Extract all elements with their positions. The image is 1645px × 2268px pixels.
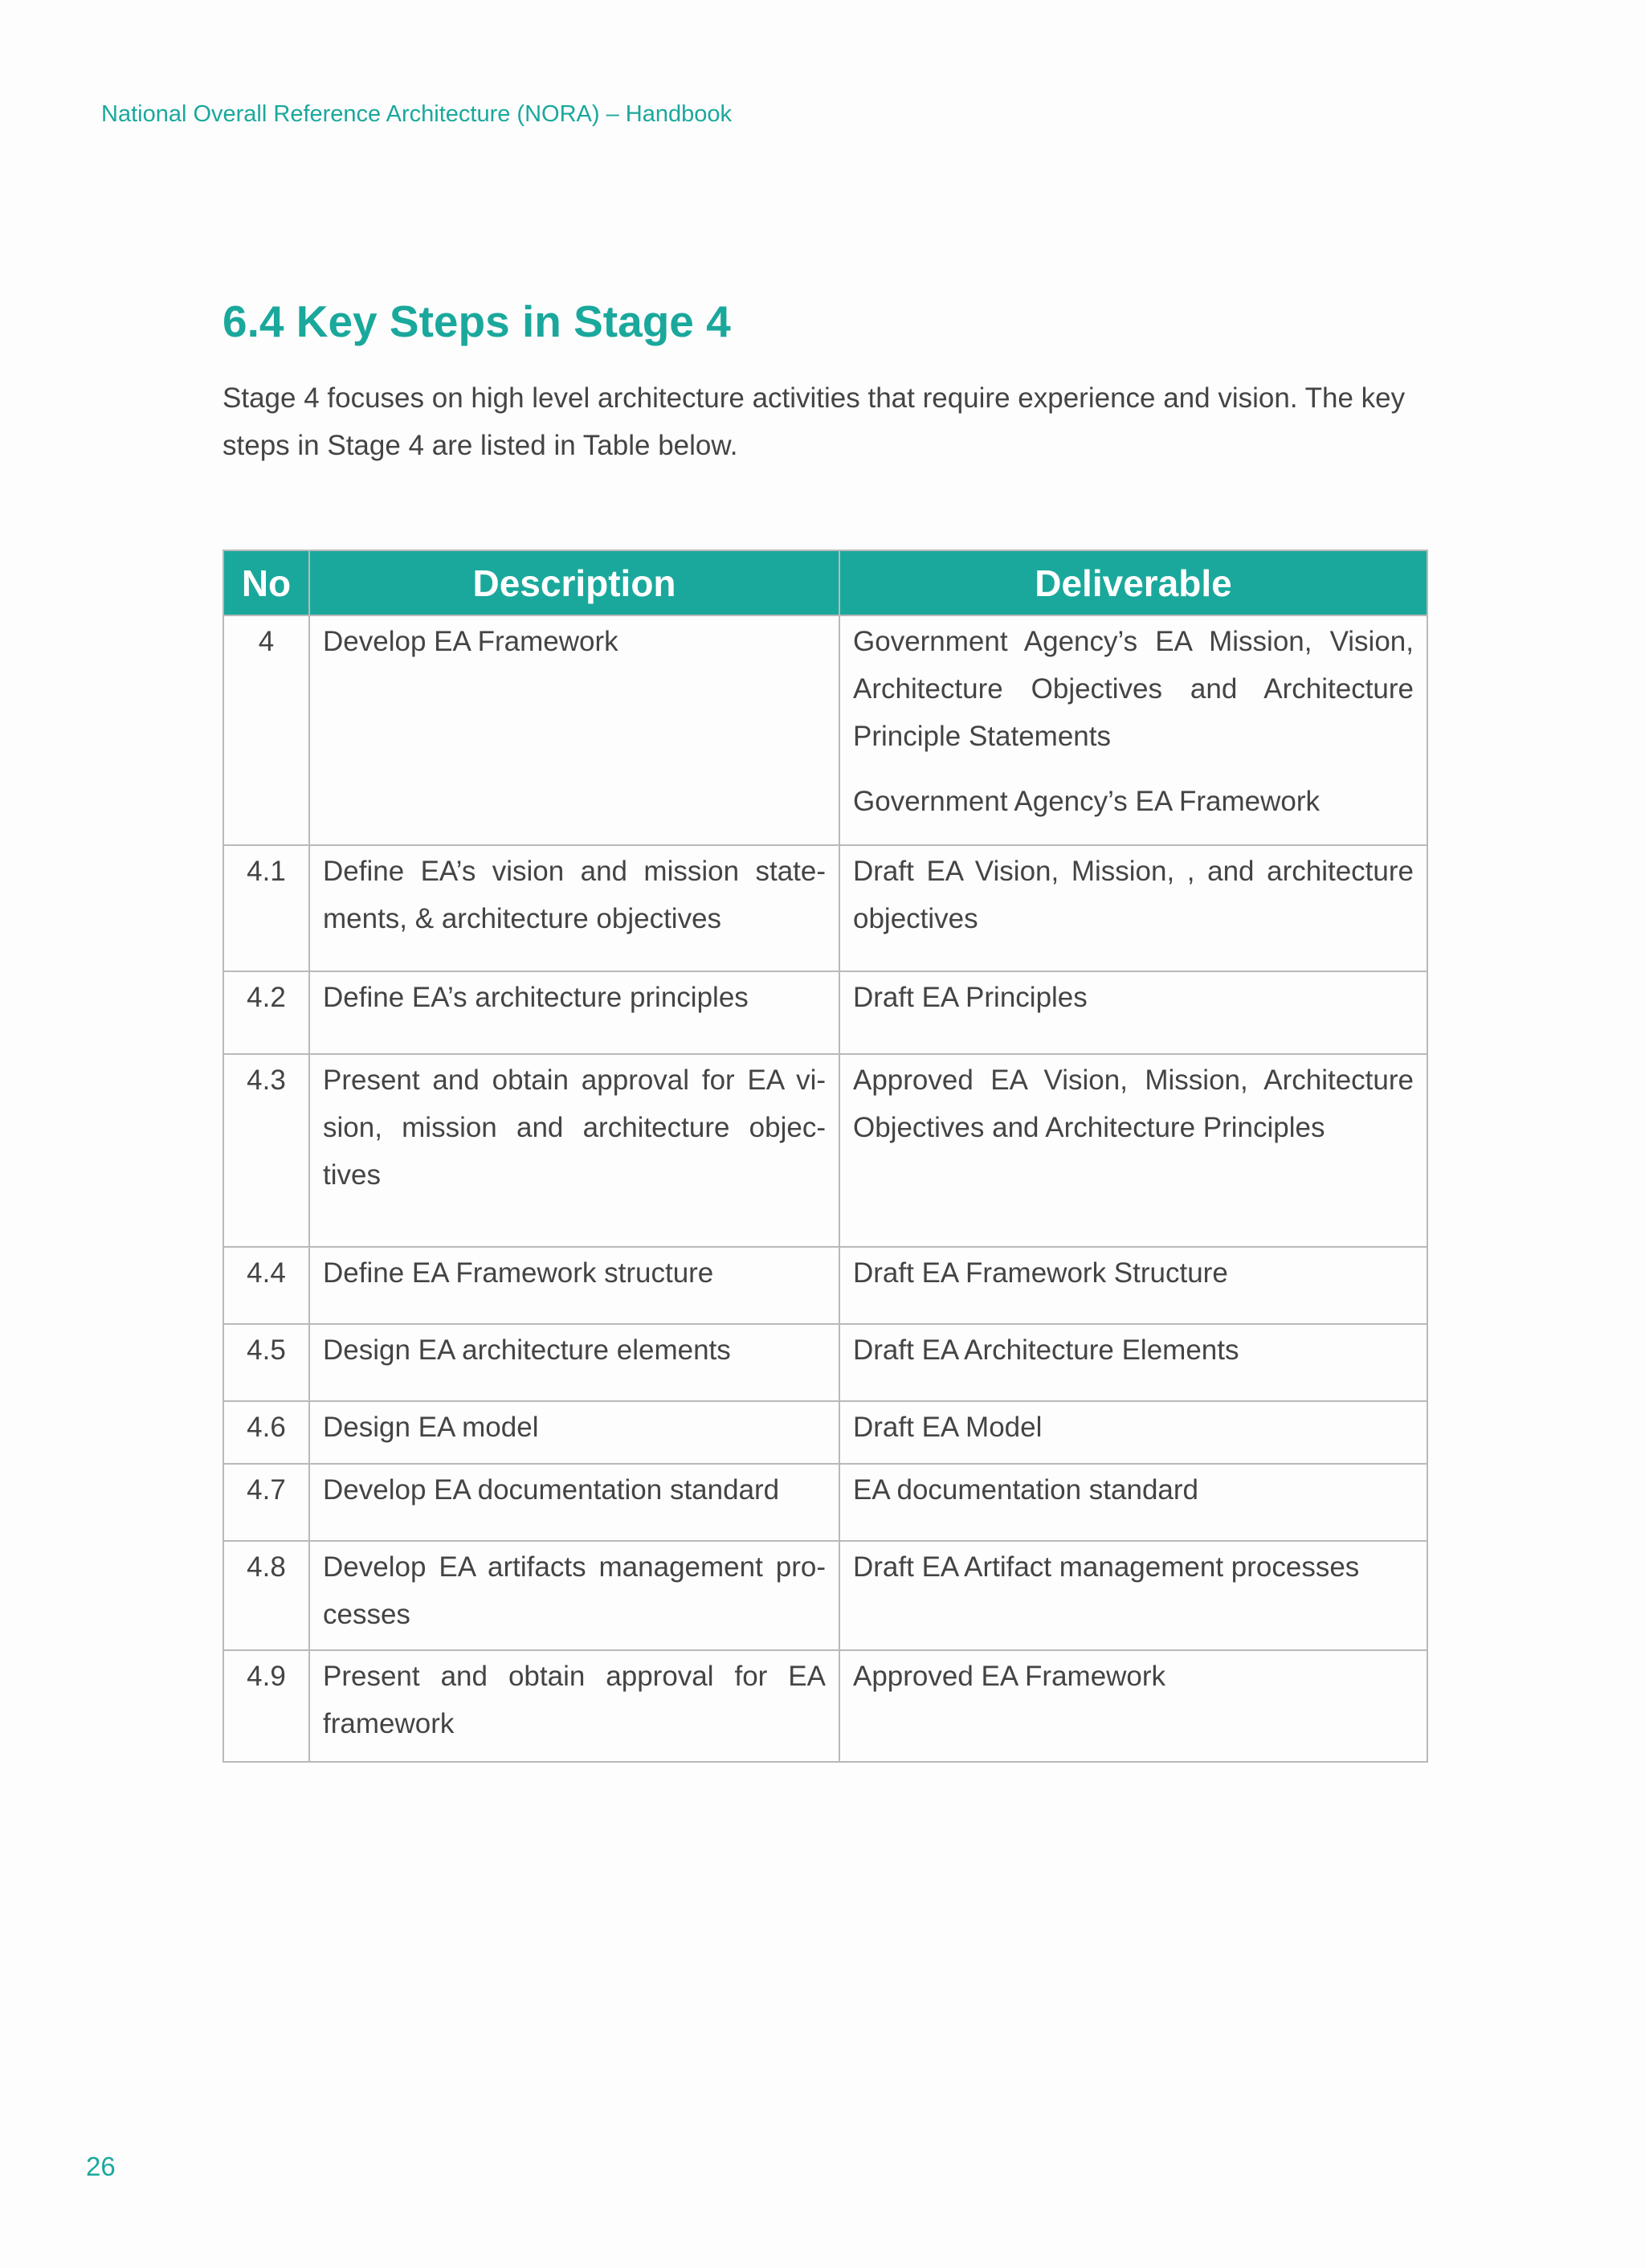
- table-row: [223, 1650, 1427, 1762]
- step-description: Present and obtain approval for EA vi-sion, mission and architecture objec-tives: [309, 1054, 839, 1247]
- step-deliverable: [839, 615, 1427, 845]
- deliverable-line: Approved EA Framework: [853, 1661, 1166, 1692]
- table-row: [223, 1324, 1427, 1401]
- table-row: [223, 1247, 1427, 1324]
- deliverable-line: Draft EA Vision, Mission, , and architecture objectives: [853, 856, 1414, 934]
- column-header-no: No: [223, 550, 309, 615]
- table-row: [223, 1541, 1427, 1650]
- table-row: [223, 845, 1427, 971]
- deliverable-line: Draft EA Architecture Elements: [853, 1334, 1239, 1366]
- table-row: [223, 1054, 1427, 1247]
- step-deliverable: [839, 1464, 1427, 1541]
- step-number: 4.4: [223, 1247, 309, 1324]
- step-number: 4.7: [223, 1464, 309, 1541]
- step-description: Present and obtain approval for EA framework: [309, 1650, 839, 1762]
- section-title: 6.4 Key Steps in Stage 4: [222, 296, 731, 346]
- step-deliverable: [839, 1247, 1427, 1324]
- intro-paragraph: Stage 4 focuses on high level architecture activities that require experience and vision. The key steps in Stage 4 are listed in Table below.: [222, 382, 1406, 461]
- step-number: 4: [223, 615, 309, 845]
- table-row: [223, 1401, 1427, 1464]
- step-number: 4.2: [223, 971, 309, 1054]
- step-deliverable: [839, 971, 1427, 1054]
- deliverable-line: Government Agency’s EA Mission, Vision, Architecture Objectives and Architecture Principle Statements: [853, 626, 1414, 752]
- key-steps-table: [222, 550, 1428, 1763]
- page-number: 26: [86, 2152, 116, 2181]
- table-row: [223, 1464, 1427, 1541]
- deliverable-line: Approved EA Vision, Mission, Architecture Objectives and Architecture Principles: [853, 1065, 1414, 1143]
- step-deliverable: [839, 1541, 1427, 1650]
- step-description: Develop EA documentation standard: [309, 1464, 839, 1541]
- step-description: Design EA architecture elements: [309, 1324, 839, 1401]
- deliverable-line: Draft EA Artifact management processes: [853, 1551, 1360, 1583]
- step-deliverable: [839, 1401, 1427, 1464]
- step-description: Develop EA artifacts management pro-cesses: [309, 1541, 839, 1650]
- column-header-description: Description: [309, 550, 839, 615]
- step-deliverable: [839, 1650, 1427, 1762]
- deliverable-line: Draft EA Framework Structure: [853, 1257, 1228, 1289]
- deliverable-line: Government Agency’s EA Framework: [853, 786, 1320, 817]
- table-header-row: [223, 550, 1427, 615]
- step-description: Define EA’s vision and mission state-ments, & architecture objectives: [309, 845, 839, 971]
- step-number: 4.3: [223, 1054, 309, 1247]
- step-number: 4.5: [223, 1324, 309, 1401]
- deliverable-line: EA documentation standard: [853, 1474, 1199, 1506]
- column-header-deliverable: Deliverable: [839, 550, 1427, 615]
- step-number: 4.8: [223, 1541, 309, 1650]
- step-description: Design EA model: [309, 1401, 839, 1464]
- deliverable-line: Draft EA Principles: [853, 982, 1088, 1013]
- step-description: Define EA’s architecture principles: [309, 971, 839, 1054]
- step-number: 4.6: [223, 1401, 309, 1464]
- step-number: 4.9: [223, 1650, 309, 1762]
- table-row: [223, 615, 1427, 845]
- step-description: Develop EA Framework: [309, 615, 839, 845]
- step-number: 4.1: [223, 845, 309, 971]
- step-deliverable: [839, 1054, 1427, 1247]
- step-deliverable: [839, 845, 1427, 971]
- step-description: Define EA Framework structure: [309, 1247, 839, 1324]
- deliverable-line: Draft EA Model: [853, 1412, 1043, 1443]
- table-row: [223, 971, 1427, 1054]
- running-header: National Overall Reference Architecture (NORA) – Handbook: [101, 101, 732, 127]
- step-deliverable: [839, 1324, 1427, 1401]
